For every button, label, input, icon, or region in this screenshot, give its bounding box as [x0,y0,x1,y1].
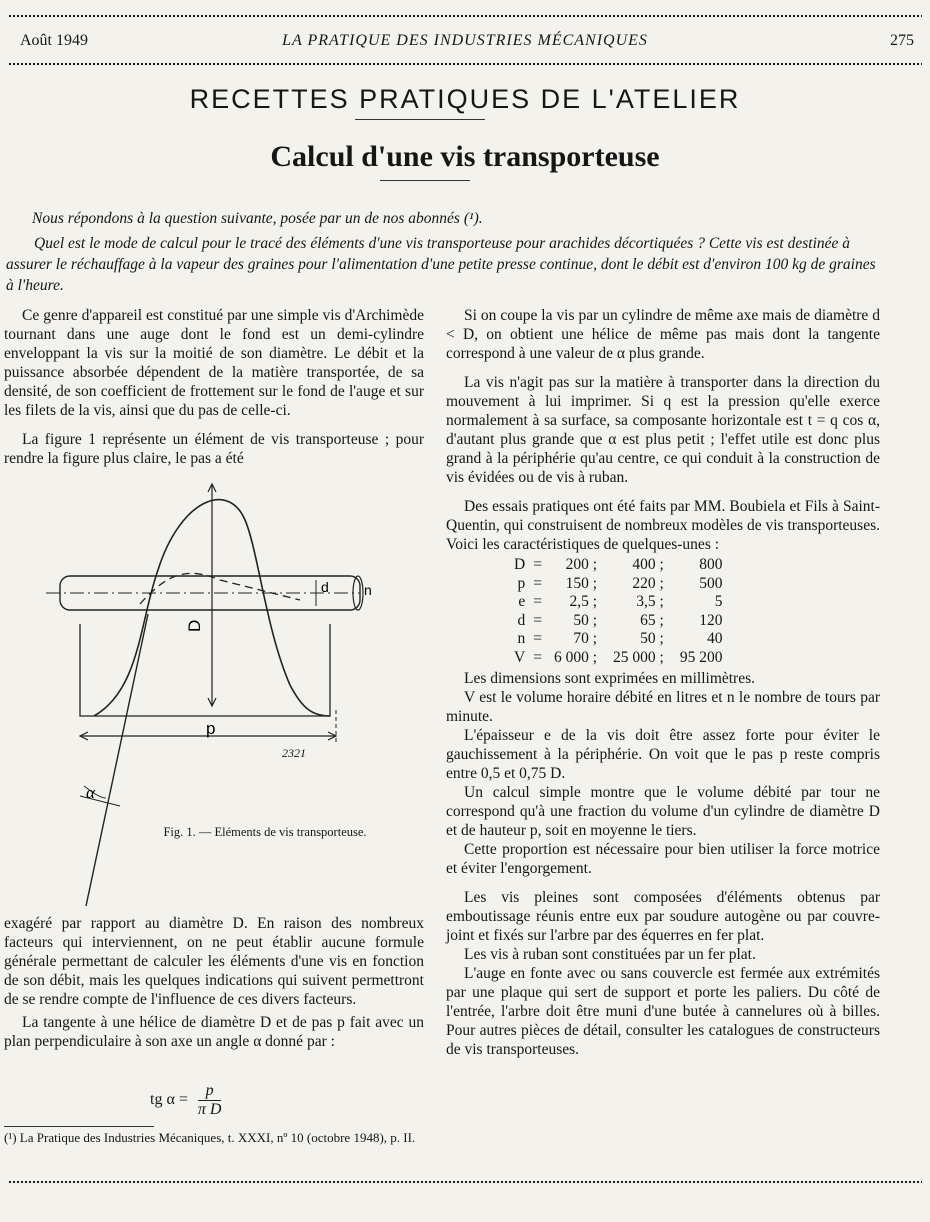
label-n: n [364,582,372,598]
screw-element-figure [40,480,380,910]
issue-date: Août 1949 [20,32,88,49]
page-number: 275 [890,32,914,49]
formula-lhs: tg α = [150,1091,188,1109]
paragraph: La figure 1 représente un élément de vis transporteuse ; pour rendre la figure plus claire, le pas a été [4,431,424,467]
left-column-bottom [4,914,424,1051]
label-p: p [206,719,216,738]
journal-name: LA PRATIQUE DES INDUSTRIES MÉCANIQUES [282,32,648,49]
figure-number: 2321 [282,746,306,760]
paragraph: L'épaisseur e de la vis doit être assez forte pour éviter le gauchissement à la périphérie. On voit que le pas p reste compris entre 0,5 et 0,75 D. [446,727,880,782]
right-column [446,306,880,1059]
hidden-helix-edge [140,573,300,604]
table-row: D = 200 ; 400 ; 800 [514,556,723,573]
formula-denominator: π D [197,1101,222,1118]
tangent-formula [150,1082,221,1119]
paragraph: Un calcul simple montre que le volume débité par tour ne correspond qu'à une fraction du volume d'un cylindre de diamètre D et de hauteur p, soit en moyenne le tiers. [446,784,880,839]
footnote-rule [4,1126,154,1127]
paragraph: Ce genre d'appareil est constitué par une simple vis d'Archimède tournant dans une auge dont le fond est un demi-cylindre enveloppant la vis sur la moitié de son diamètre. Le débit et la puissance absorbée dépendent de la matière transportée, de sa densité, de son coefficient de frottement sur le fond de l'auge et sur les filets de la vis, ainsi que du pas de celle-ci. [4,307,424,419]
header-dotted-rule [8,62,922,66]
paragraph: Les vis à ruban sont constituées par un fer plat. [464,946,756,963]
table-row: n = 70 ; 50 ; 40 [517,630,723,647]
footnote: (¹) La Pratique des Industries Mécaniques, t. XXXI, nº 10 (octobre 1948), p. II. [4,1130,416,1145]
paragraph: L'auge en fonte avec ou sans couvercle est fermée aux extrémités par une plaque qui sert de support et porte les paliers. Du côté de l'entrée, l'arbre doit être muni d'une butée à cannelures où à billes. Pour autres pièces de détail, consulter les catalogues de constructeurs de vis transporteuses. [446,965,880,1058]
paragraph: Si on coupe la vis par un cylindre de même axe mais de diamètre d < D, on obtient une hélice de même pas mais dont la tangente correspond à une valeur de α plus grande. [446,307,880,362]
paragraph: V est le volume horaire débité en litres et n le nombre de tours par minute. [446,689,880,725]
table-row: p = 150 ; 220 ; 500 [517,574,723,592]
table-row: e = 2,5 ; 3,5 ; 5 [518,593,723,610]
intro-question: Quel est le mode de calcul pour le tracé des éléments d'une vis transporteuse pour arachides décortiquées ? Cette vis est destinée à assurer le réchauffage à la vapeur des graines pour l'alimentation d'une petite presse continue, dont le débit est d'environ 100 kg de graines à l'heure. [6,235,876,294]
table-row: V = 6 000 ; 25 000 ; 95 200 [514,648,723,666]
label-d: d [321,579,329,595]
label-D: D [185,619,204,632]
paragraph: Cette proportion est nécessaire pour bien utiliser la force motrice et éviter l'engorgement. [446,841,880,877]
article-title: Calcul d'une vis transporteuse [270,140,660,173]
trough-outline [80,624,330,716]
left-column-top [4,306,424,468]
intro-line: Nous répondons à la question suivante, posée par un de nos abonnés (¹). [32,210,483,227]
bottom-dotted-rule [8,1180,922,1184]
paragraph: La vis n'agit pas sur la matière à transporter dans la direction du mouvement à lui imprimer. Si q est la pression qu'elle exerce normalement à sa surface, sa composante horizontale est t = q cos α, d'autant plus grande que α est plus petit ; l'effet utile est donc plus grand à la périphérie qu'au centre, ce qui conduit à la construction de vis évidées ou de vis à ruban. [446,374,880,486]
paragraph: exagéré par rapport au diamètre D. En raison des nombreux facteurs qui interviennent, on ne peut établir aucune formule générale permettant de calculer les éléments d'une vis en fonction de son débit, mais les quelques indications qui suivent permettront de se rendre compte de l'influence de ces divers facteurs. [4,915,424,1008]
label-alpha: α [86,783,95,802]
top-dotted-rule [8,14,922,18]
paragraph: Les vis pleines sont composées d'éléments obtenus par emboutissage réunis entre eux par soudure autogène ou par couvre-joint et fixés sur l'arbre par des équerres en fer plat. [446,889,880,944]
section-title: RECETTES PRATIQUES DE L'ATELIER [189,84,741,114]
characteristics-table [506,556,730,667]
tangent-line [86,614,148,906]
paragraph: Des essais pratiques ont été faits par MM. Boubiela et Fils à Saint-Quentin, qui construisent de nombreux modèles de vis transporteuses. Voici les caractéristiques de quelques-unes : [446,498,880,553]
paragraph: Les dimensions sont exprimées en millimètres. [464,670,756,687]
paragraph: La tangente à une hélice de diamètre D et de pas p fait avec un plan perpendiculaire à son axe un angle α donné par : [4,1014,424,1050]
table-row: d = 50 ; 65 ; 120 [517,611,723,629]
section-underline [355,119,485,120]
figure-caption: Fig. 1. — Eléments de vis transporteuse. [163,825,367,839]
formula-numerator: p [198,1082,222,1101]
title-underline [380,180,470,181]
